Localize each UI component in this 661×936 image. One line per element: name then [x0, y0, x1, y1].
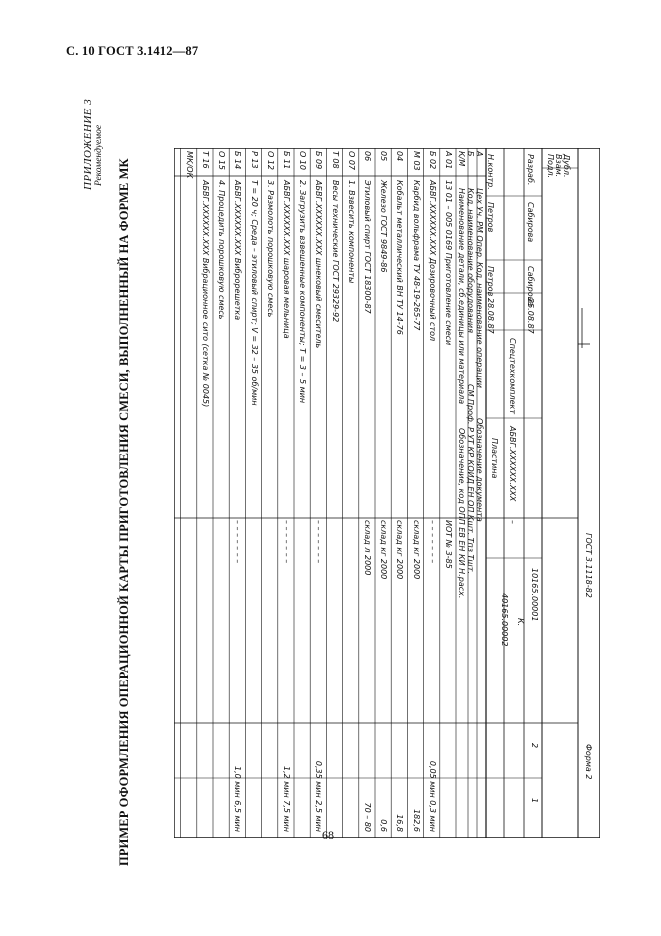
doc-code-1: 10165.00001 — [530, 568, 539, 622]
row-text: АБВГ.ХХХХХХ.ХХХ Виброрешетка — [233, 180, 243, 321]
doc-designation: АБВГ.ХХХХХХ.ХХХ — [508, 426, 517, 502]
row-number: О 15 — [217, 151, 227, 171]
hdr-km-text: Наименование детали, сб.единицы или материала — [457, 188, 466, 405]
row-doc: склад кг 2000 — [395, 520, 405, 580]
org-name: Спецтехкомплект — [508, 338, 517, 415]
page-header: С. 10 ГОСТ 3.1412—87 — [66, 44, 199, 58]
row-number: О 12 — [265, 151, 275, 171]
hdr-b-text: Код, наименование оборудования — [466, 188, 475, 333]
route-card-form — [174, 148, 600, 838]
row-number: МК/ОК — [184, 151, 194, 179]
row-quantity: 70 – 80 — [363, 802, 372, 832]
row-doc: – – – – – – – — [282, 520, 291, 564]
row-number: О 07 — [346, 151, 356, 171]
row-text: Весы технические ГОСТ 29329-92 — [330, 180, 340, 323]
hdr-b-right: СМ Проф. Р УТ КР КОИД ЕН ОП Кшт. Тпз Тшт. — [466, 384, 475, 574]
row-number: Б 11 — [282, 151, 291, 170]
nkontr-name: Петров — [486, 202, 495, 233]
hdr-b-code: Б — [466, 151, 475, 157]
row-text: АБВГ.ХХХХХХ.ХХХ шнековый смеситель — [314, 180, 324, 349]
hdr-a-code: А — [475, 151, 484, 157]
row-number: Б 14 — [233, 151, 243, 170]
row-text: 13 01 – 005 0169 Приготовление смеси — [444, 180, 453, 346]
row-quantity: 1,2 мин 7,5 мин — [282, 765, 291, 832]
appendix-note: Рекомендуемое — [94, 124, 104, 186]
razrab-label: Разраб. — [526, 154, 535, 186]
hdr-km-right: Обозначение, код ОПП ЕВ ЕН КИ Н.расх. — [457, 428, 466, 599]
row-text: АБВГ.ХХХХХХ.ХХХ Вибрационное сито (сетка № 0045) — [201, 180, 210, 408]
row-doc: ИОТ № 3-85 — [444, 520, 453, 569]
nkontr-label: Н.контр. — [486, 154, 495, 190]
razrab-date: 25.08.87 — [526, 298, 535, 334]
row-text: Железо ГОСТ 9849-86 — [379, 180, 389, 273]
razrab-sign: Сабирова — [526, 266, 535, 307]
row-quantity: 0,35 мин 2,5 мин — [314, 760, 324, 832]
row-text: 4. Процедить порошковую смесь — [217, 180, 227, 320]
hdr-a-text: Цех Уч. РМ Опер. Код, наименование операции — [475, 188, 484, 388]
row-number: М 03 — [411, 151, 421, 171]
document-title: ПРИМЕР ОФОРМЛЕНИЯ ОПЕРАЦИОННОЙ КАРТЫ ПРИГОТОВЛЕНИЯ СМЕСИ, ВЫПОЛНЕННЫЙ НА ФОРМЕ МК — [117, 158, 131, 866]
row-quantity: 0,05 мин 0,3 мин — [427, 760, 437, 832]
row-text: Карбид вольфрама ТУ 48-19-265-77 — [411, 180, 421, 331]
row-text: Т = 20 ч; Среда – этиловый спирт; V = 32 – 35 об/мин — [249, 180, 259, 406]
standard-label: ГОСТ 3.1118-82 — [584, 533, 593, 598]
page-number: 68 — [322, 828, 334, 842]
row-doc: – – – – – – – — [314, 520, 324, 564]
row-doc: склад кг 2000 — [379, 520, 389, 580]
razrab-name: Сабирова — [526, 202, 535, 243]
row-number: А 01 — [444, 151, 453, 170]
row-text: АБВГ.ХХХХХХ.ХХХ шаровая мельница — [282, 180, 291, 339]
appendix-label: ПРИЛОЖЕНИЕ 3 — [82, 98, 94, 190]
form-label: Форма 2 — [584, 744, 593, 780]
row-number: Б 02 — [427, 151, 437, 170]
doc-code-2: 40165.00002 — [500, 593, 509, 647]
row-number: 05 — [379, 151, 389, 162]
hdr-km-code: К/М — [457, 151, 466, 167]
row-quantity: 182,6 — [411, 809, 421, 832]
row-doc: склад л 2000 — [363, 520, 372, 576]
row-number: Т 08 — [330, 151, 340, 169]
k-label: К. — [516, 618, 525, 627]
row-number: Б 09 — [314, 151, 324, 170]
row-number: О 10 — [298, 151, 308, 171]
left-row-dubl: Дубл. — [562, 154, 571, 178]
row-quantity: 16,8 — [395, 814, 405, 832]
row-number: Р 13 — [249, 151, 259, 169]
row-quantity: 0,6 — [379, 819, 389, 832]
nkontr-sign: Петров — [486, 266, 495, 297]
sheet-number-2: 1 — [530, 798, 539, 804]
row-doc: склад кг 2000 — [411, 520, 421, 580]
row-text: АБВГ.ХХХХХХ.ХХХ Дозировочный стол — [427, 180, 437, 342]
row-text: 2. Загрузить взвешенные компоненты; Т = 3 – 5 мин — [298, 180, 308, 404]
row-doc: – – – – – – – — [427, 520, 437, 564]
hdr-a-right: Обозначение документа — [475, 418, 484, 522]
doc-dash: – — [508, 520, 517, 524]
row-number: 04 — [395, 151, 405, 162]
left-row-podl: Подл. — [546, 154, 555, 179]
sheet-number-1: 2 — [530, 743, 539, 749]
row-quantity: 1,0 мин 6,5 мин — [233, 765, 243, 832]
row-number: Т 16 — [201, 151, 210, 169]
product-name: Пластина — [490, 438, 499, 479]
row-text: Этиловый спирт ГОСТ 18300-87 — [363, 180, 372, 314]
row-number: 06 — [363, 151, 372, 162]
row-doc: – – – – – – – — [233, 520, 243, 564]
row-text: 1. Взвесить компоненты — [346, 180, 356, 284]
left-row-vzam: Взам. — [554, 154, 563, 178]
row-text: Кобальт металлический ВН ТУ 14-76 — [395, 180, 405, 335]
row-text: 3. Размолоть порошковую смесь — [265, 180, 275, 318]
nkontr-date: 28.08.87 — [486, 298, 495, 334]
